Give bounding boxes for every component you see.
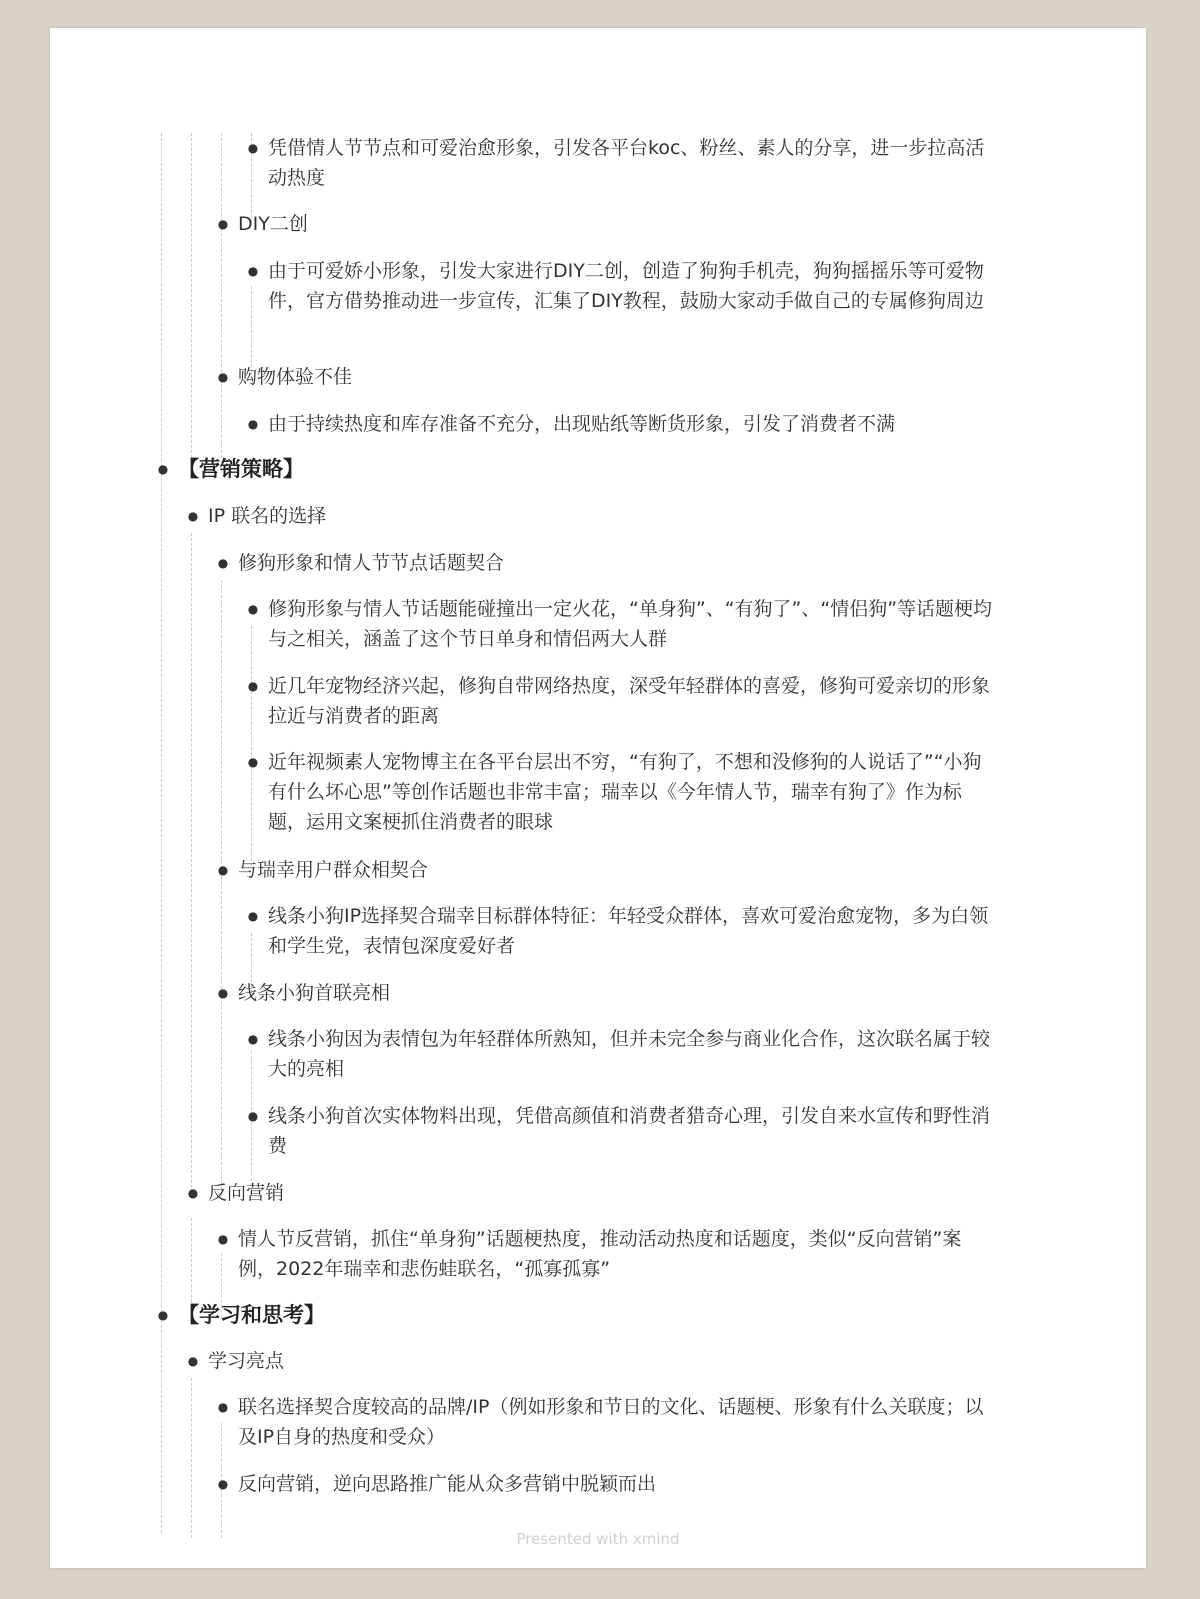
bullet-icon: ● (187, 509, 199, 523)
bullet-icon: ● (217, 1400, 229, 1414)
indent-guide (191, 133, 192, 473)
bullet-icon: ● (217, 1477, 229, 1491)
bullet-icon: ● (247, 909, 259, 923)
outline-node[interactable]: ● 反向营销 (208, 1178, 998, 1208)
outline-node[interactable]: ● 购物体验不佳 (238, 362, 998, 392)
section-heading[interactable]: ● 【营销策略】 (178, 454, 998, 484)
mind-map-document (50, 28, 1146, 1568)
outline-node[interactable]: ● 线条小狗因为表情包为年轻群体所熟知，但并未完全参与商业化合作，这次联名属于较大的亮相 (268, 1024, 998, 1084)
outline-node[interactable]: ● 学习亮点 (208, 1346, 998, 1376)
bullet-icon: ● (247, 602, 259, 616)
section-heading[interactable]: ● 【学习和思考】 (178, 1300, 998, 1330)
bullet-icon: ● (217, 370, 229, 384)
bullet-icon: ● (217, 217, 229, 231)
bullet-icon: ● (157, 462, 169, 476)
outline-node[interactable]: ● 线条小狗首次实体物料出现，凭借高颜值和消费者猎奇心理，引发自来水宣传和野性消费 (268, 1101, 998, 1161)
outline-node[interactable]: ● 近几年宠物经济兴起，修狗自带网络热度，深受年轻群体的喜爱，修狗可爱亲切的形象拉近与消费者的距离 (268, 671, 998, 731)
indent-guide (221, 133, 222, 473)
outline-tree (50, 28, 1146, 1568)
bullet-icon: ● (187, 1186, 199, 1200)
outline-node[interactable]: ● 联名选择契合度较高的品牌/IP（例如形象和节日的文化、话题梗、形象有什么关联度；以及IP自身的热度和受众） (238, 1392, 998, 1452)
outline-node[interactable]: ● 修狗形象与情人节话题能碰撞出一定火花，“单身狗”、“有狗了”、“情侣狗”等话题梗均与之相关，涵盖了这个节日单身和情侣两大人群 (268, 594, 998, 654)
outline-node[interactable]: ● IP 联名的选择 (208, 501, 998, 531)
outline-node[interactable]: ● 线条小狗首联亮相 (238, 978, 998, 1008)
bullet-icon: ● (187, 1354, 199, 1368)
bullet-icon: ● (247, 141, 259, 155)
bullet-icon: ● (247, 264, 259, 278)
bullet-icon: ● (217, 1232, 229, 1246)
outline-node[interactable]: ● 近年视频素人宠物博主在各平台层出不穷，“有狗了，不想和没修狗的人说话了”“小狗有什么坏心思”等创作话题也非常丰富；瑞幸以《今年情人节，瑞幸有狗了》作为标题，运用文案梗抓住消费者的眼球 (268, 747, 998, 837)
indent-guide (191, 1378, 192, 1538)
outline-node[interactable]: ● 反向营销，逆向思路推广能从众多营销中脱颖而出 (238, 1469, 998, 1499)
outline-node[interactable]: ● 凭借情人节节点和可爱治愈形象，引发各平台koc、粉丝、素人的分享，进一步拉高活动热度 (268, 133, 998, 193)
bullet-icon: ● (217, 986, 229, 1000)
outline-node[interactable]: ● 与瑞幸用户群众相契合 (238, 855, 998, 885)
indent-guide (251, 286, 252, 372)
outline-node[interactable]: ● DIY二创 (238, 209, 998, 239)
indent-guide (191, 533, 192, 1193)
bullet-icon: ● (247, 679, 259, 693)
bullet-icon: ● (217, 556, 229, 570)
indent-guide (221, 580, 222, 1190)
indent-guide (251, 626, 252, 866)
outline-node[interactable]: ● 由于可爱娇小形象，引发大家进行DIY二创，创造了狗狗手机壳，狗狗摇摇乐等可爱物件，官方借势推动进一步宣传，汇集了DIY教程，鼓励大家动手做自己的专属修狗周边 (268, 256, 998, 316)
outline-node[interactable]: ● 线条小狗IP选择契合瑞幸目标群体特征：年轻受众群体，喜欢可爱治愈宠物，多为白领和学生党，表情包深度爱好者 (268, 901, 998, 961)
outline-node[interactable]: ● 由于持续热度和库存准备不充分，出现贴纸等断货形象，引发了消费者不满 (268, 409, 998, 439)
presented-with-footer: Presented with xmind (516, 1530, 680, 1548)
bullet-icon: ● (157, 1308, 169, 1322)
bullet-icon: ● (247, 417, 259, 431)
bullet-icon: ● (217, 863, 229, 877)
bullet-icon: ● (247, 1032, 259, 1046)
bullet-icon: ● (247, 755, 259, 769)
outline-node[interactable]: ● 修狗形象和情人节节点话题契合 (238, 548, 998, 578)
bullet-icon: ● (247, 1109, 259, 1123)
outline-node[interactable]: ● 情人节反营销，抓住“单身狗”话题梗热度，推动活动热度和话题度，类似“反向营销”案例，2022年瑞幸和悲伤蛙联名，“孤寡孤寡” (238, 1224, 998, 1284)
